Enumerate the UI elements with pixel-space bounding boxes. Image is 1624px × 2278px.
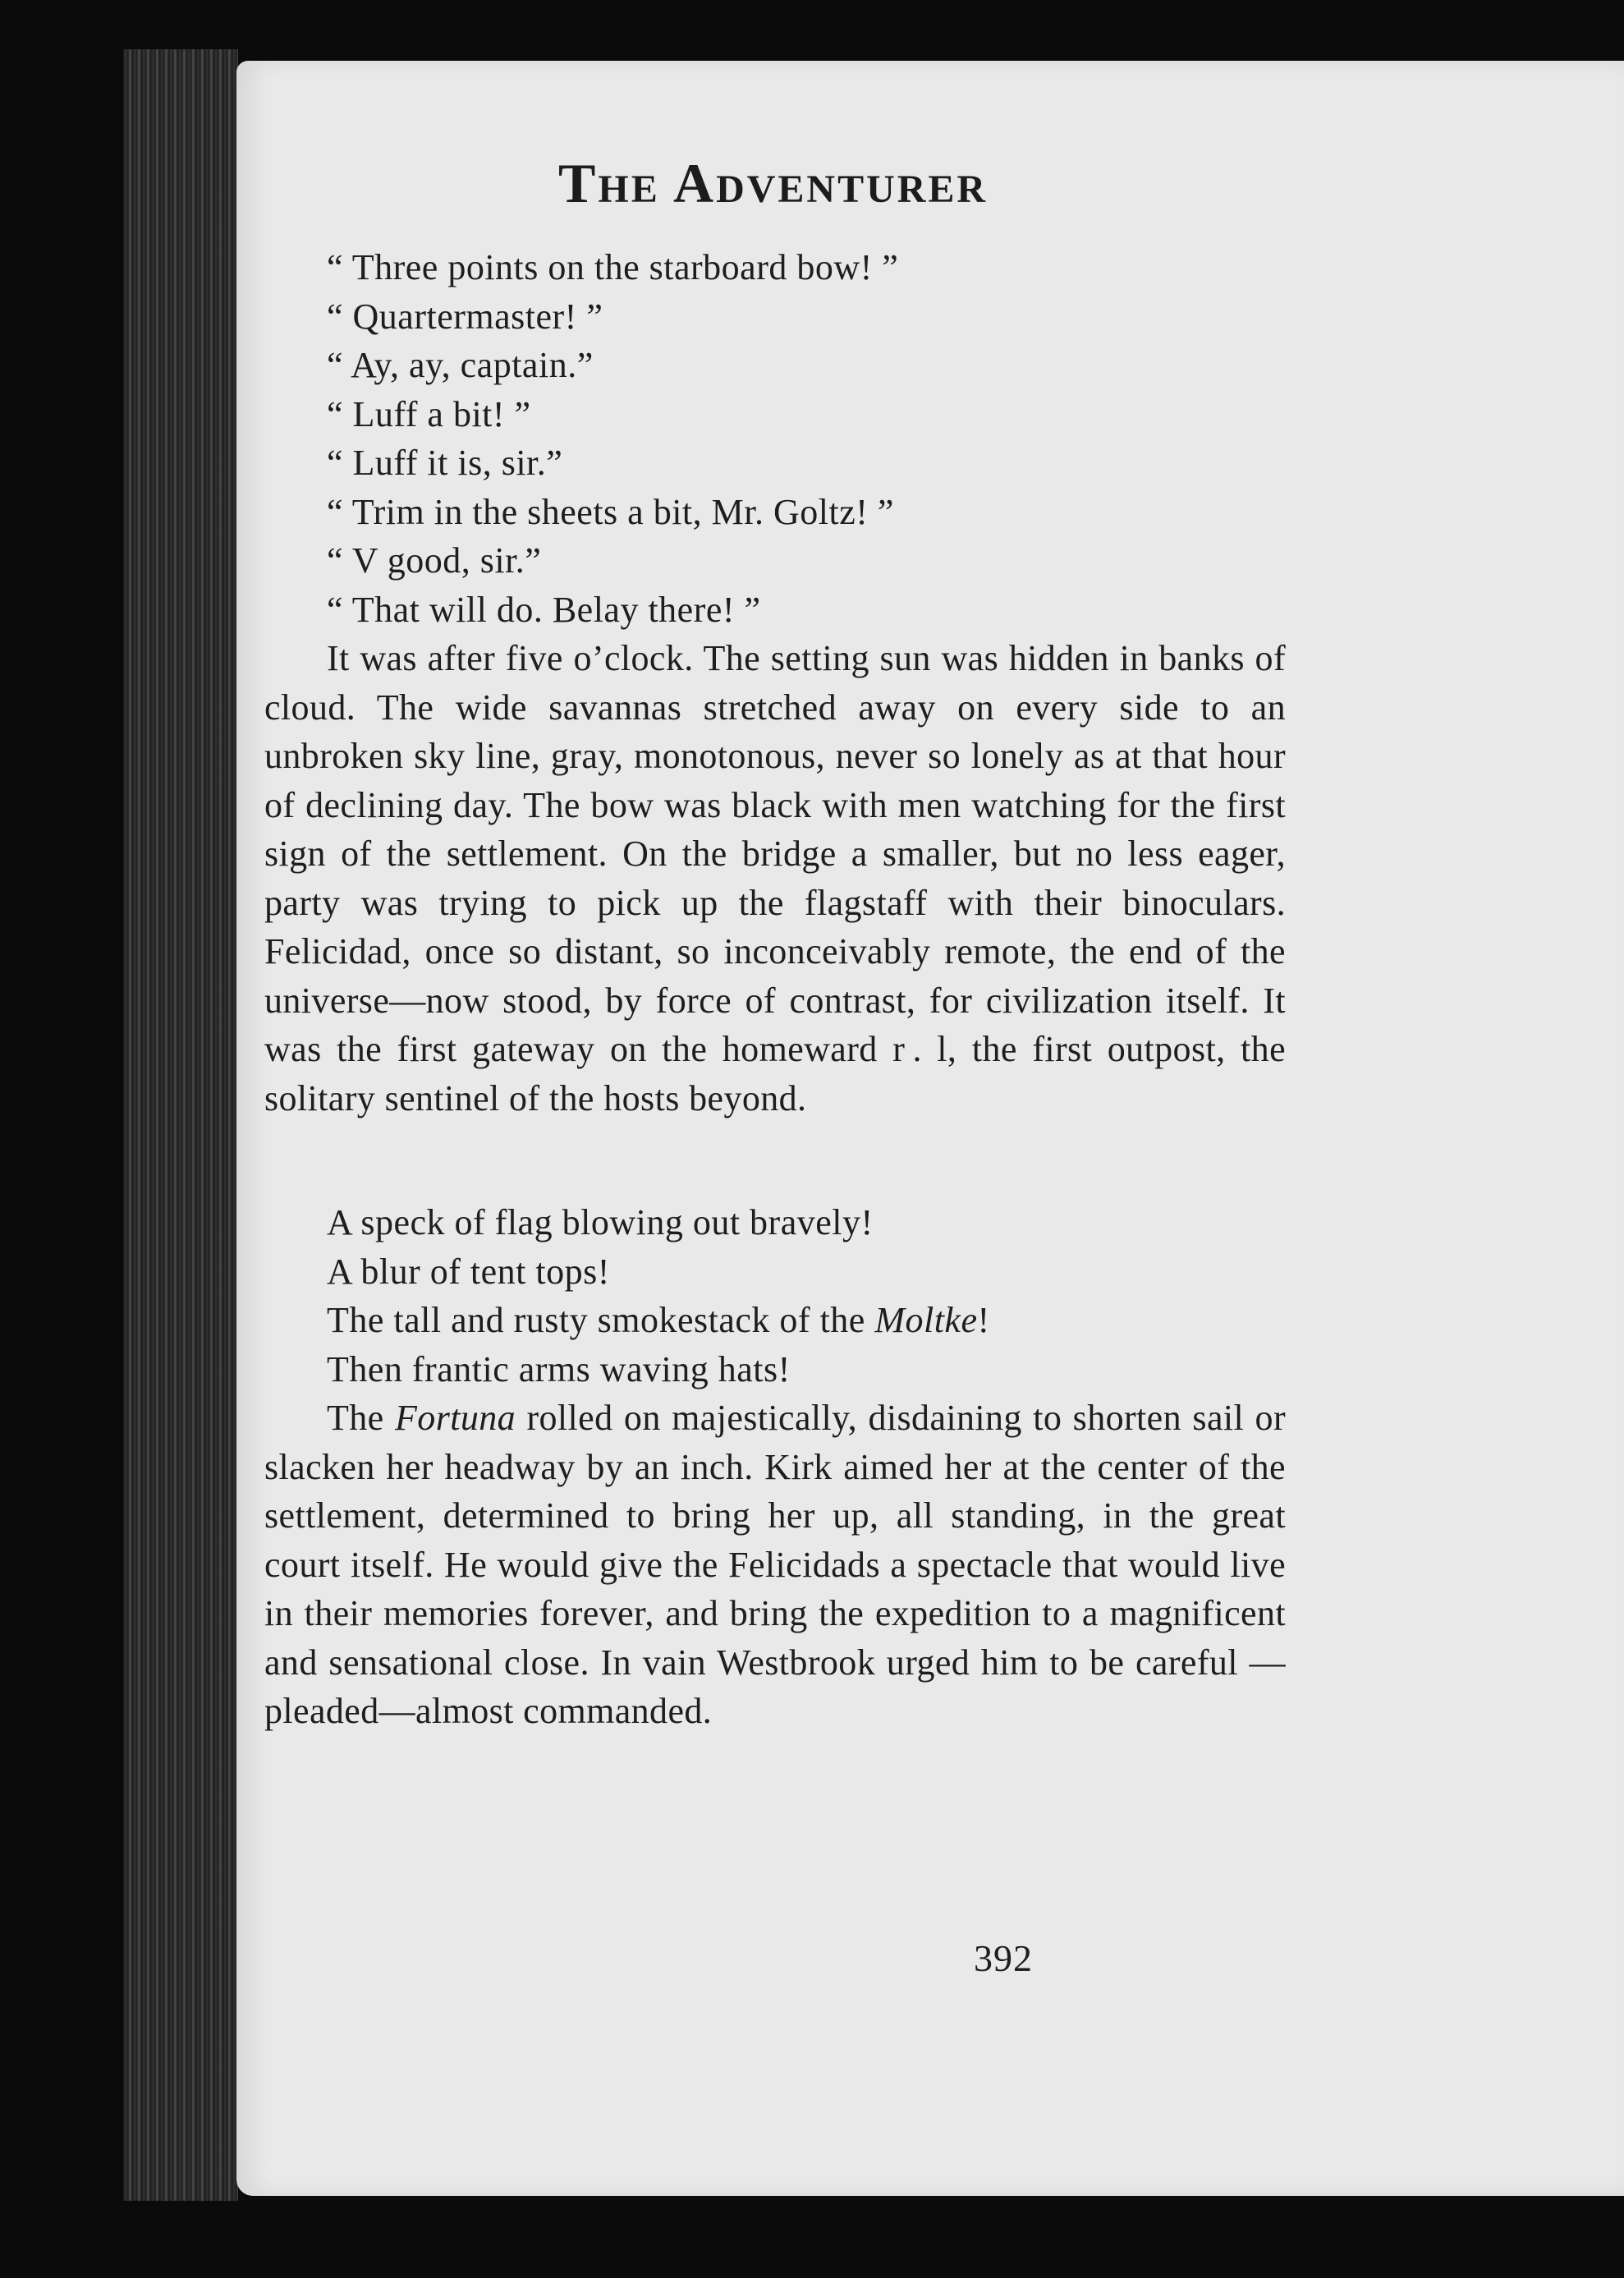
section-gap (264, 1123, 1286, 1198)
dialogue-line: “ Luff it is, sir.” (327, 443, 563, 483)
page-stack-edge (123, 49, 238, 2201)
exclamation-line (264, 1247, 1286, 1297)
dialogue-line: “ That will do. Belay there! ” (327, 589, 761, 630)
dialogue-line: “ Three points on the starboard bow! ” (327, 247, 899, 287)
paragraph-text: The (327, 1398, 396, 1438)
dialogue-line: “ Luff a bit! ” (327, 393, 531, 434)
exclamation-text: The tall and rusty smokestack of the (327, 1300, 875, 1340)
exclamation-text: A speck of flag blowing out bravely! (327, 1202, 874, 1242)
exclamation-text: ! (977, 1300, 990, 1340)
exclamation-line (264, 1296, 1286, 1345)
paragraph-fortuna (264, 1394, 1286, 1736)
exclamation-text: Then frantic arms waving hats! (327, 1348, 791, 1389)
page-number: 392 (974, 1937, 1033, 1979)
dialogue-line: “ Trim in the sheets a bit, Mr. Goltz! ” (327, 491, 894, 532)
ship-name-fortuna: Fortuna (395, 1398, 516, 1438)
dialogue-line: “ V good, sir.” (327, 540, 542, 581)
page-text (264, 243, 1286, 1736)
paragraph-felicidad: It was after five o’clock. The setting sun was hidden in banks of cloud. The wide savannas stretched away on every side to an unbroken sky line, gray, monotonous, never so lonely as at that hour of declining day. The bow was black with men watching for the first sign of the settlement. On the bridge a smaller, but no less eager, party was trying to pick up the flagstaff with their binoculars. Felicidad, once so distant, so inconceivably remote, the end of the universe—now stood, by force of contrast, for civilization itself. It was the first gateway on the homeward r . l, the first outpost, the solitary sentinel of the hosts beyond. (264, 638, 1286, 1118)
dialogue-line: “ Quartermaster! ” (327, 296, 603, 337)
exclamation-list (264, 1198, 1286, 1394)
dialogue-line: “ Ay, ay, captain.” (327, 345, 594, 385)
exclamation-line (264, 1345, 1286, 1394)
ship-name-moltke: Moltke (874, 1300, 978, 1340)
dialogue-list (264, 243, 1286, 634)
running-head: The Adventurer (558, 152, 989, 214)
exclamation-text: A blur of tent tops! (327, 1251, 610, 1292)
exclamation-line (264, 1198, 1286, 1247)
paragraph-text: rolled on majestically, disdaining to shorten sail or slacken her headway by an inch. Kirk aimed her at the center of the settlement, determined to bring her up, all standing, in the great court itself. He would give the Felicidads a spectacle that would live in their memories forever, and bring the expedition to a magnificent and sensational close. In vain Westbrook urged him to be careful —pleaded—almost commanded. (264, 1398, 1286, 1731)
